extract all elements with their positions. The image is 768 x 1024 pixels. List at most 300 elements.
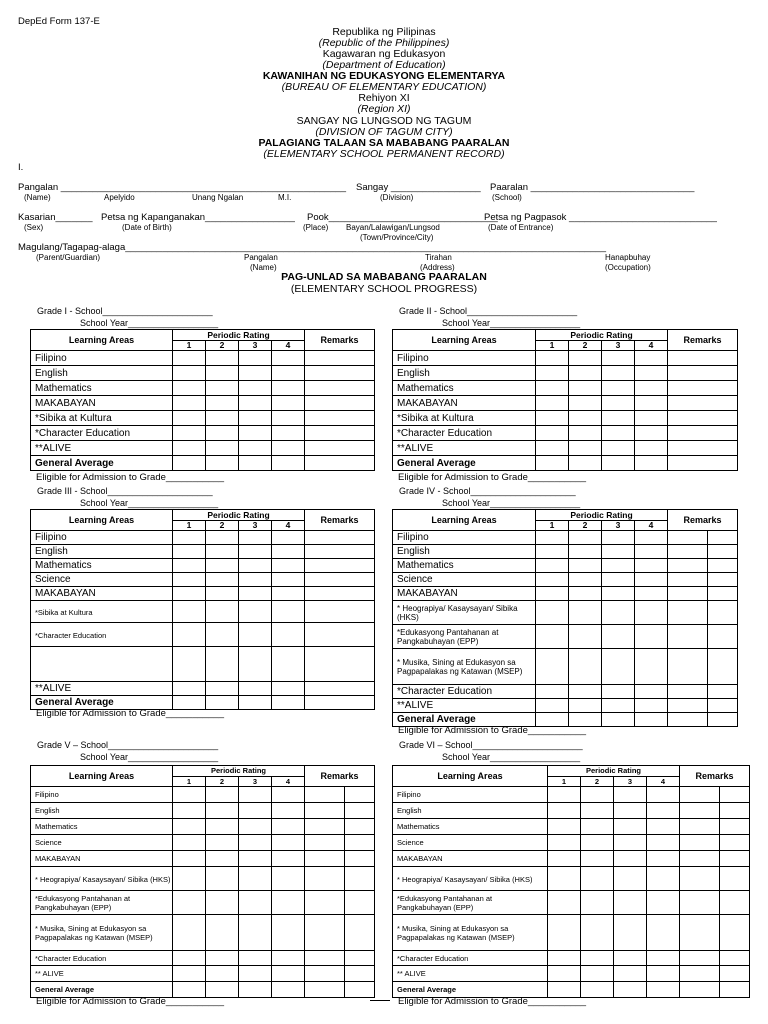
rating-cell[interactable] <box>647 819 680 835</box>
rating-cell[interactable] <box>272 381 305 396</box>
eligible-for-admission-field[interactable]: Eligible for Admission to Grade___________ <box>36 996 225 1007</box>
rating-cell[interactable] <box>569 411 602 426</box>
rating-cell[interactable] <box>536 366 569 381</box>
rating-cell[interactable] <box>239 531 272 545</box>
remarks-cell[interactable] <box>708 587 738 601</box>
remarks-cell[interactable] <box>305 381 375 396</box>
remarks-cell[interactable] <box>305 441 375 456</box>
rating-cell[interactable] <box>536 649 569 685</box>
rating-cell[interactable] <box>272 982 305 998</box>
remarks-cell[interactable] <box>305 891 345 915</box>
rating-cell[interactable] <box>272 647 305 682</box>
rating-cell[interactable] <box>173 915 206 951</box>
rating-cell[interactable] <box>548 803 581 819</box>
rating-cell[interactable] <box>536 625 569 649</box>
rating-cell[interactable] <box>581 891 614 915</box>
rating-cell[interactable] <box>239 803 272 819</box>
eligible-for-admission-field[interactable]: Eligible for Admission to Grade___________ <box>36 472 225 483</box>
remarks-cell[interactable] <box>708 699 738 713</box>
remarks-cell[interactable] <box>668 699 708 713</box>
rating-cell[interactable] <box>239 867 272 891</box>
remarks-cell[interactable] <box>720 966 750 982</box>
rating-cell[interactable] <box>173 351 206 366</box>
remarks-cell[interactable] <box>680 851 720 867</box>
remarks-cell[interactable] <box>680 787 720 803</box>
rating-cell[interactable] <box>173 587 206 601</box>
rating-cell[interactable] <box>536 441 569 456</box>
remarks-cell[interactable] <box>680 915 720 951</box>
rating-cell[interactable] <box>536 456 569 471</box>
rating-cell[interactable] <box>569 587 602 601</box>
rating-cell[interactable] <box>239 851 272 867</box>
remarks-cell[interactable] <box>708 545 738 559</box>
rating-cell[interactable] <box>239 601 272 623</box>
date-of-entrance-field[interactable]: Petsa ng Pagpasok ____________________________ <box>484 212 717 223</box>
rating-cell[interactable] <box>614 982 647 998</box>
eligible-for-admission-field[interactable]: Eligible for Admission to Grade___________ <box>398 996 587 1007</box>
rating-cell[interactable] <box>569 366 602 381</box>
remarks-cell[interactable] <box>305 623 375 647</box>
rating-cell[interactable] <box>206 867 239 891</box>
school-year-field[interactable]: School Year__________________ <box>442 498 581 508</box>
remarks-cell[interactable] <box>708 531 738 545</box>
rating-cell[interactable] <box>239 426 272 441</box>
rating-cell[interactable] <box>239 351 272 366</box>
rating-cell[interactable] <box>272 531 305 545</box>
remarks-cell[interactable] <box>680 982 720 998</box>
remarks-cell[interactable] <box>720 835 750 851</box>
rating-cell[interactable] <box>239 819 272 835</box>
rating-cell[interactable] <box>173 381 206 396</box>
school-year-field[interactable]: School Year__________________ <box>80 318 219 328</box>
rating-cell[interactable] <box>647 891 680 915</box>
place-field[interactable]: Pook________________________________ <box>307 212 498 223</box>
rating-cell[interactable] <box>272 623 305 647</box>
rating-cell[interactable] <box>581 966 614 982</box>
remarks-cell[interactable] <box>345 819 375 835</box>
rating-cell[interactable] <box>206 426 239 441</box>
remarks-cell[interactable] <box>668 601 708 625</box>
rating-cell[interactable] <box>206 787 239 803</box>
remarks-cell[interactable] <box>720 819 750 835</box>
division-field[interactable]: Sangay _________________ <box>356 182 481 193</box>
remarks-cell[interactable] <box>345 851 375 867</box>
rating-cell[interactable] <box>635 381 668 396</box>
rating-cell[interactable] <box>272 851 305 867</box>
rating-cell[interactable] <box>635 411 668 426</box>
rating-cell[interactable] <box>239 623 272 647</box>
rating-cell[interactable] <box>569 685 602 699</box>
rating-cell[interactable] <box>602 685 635 699</box>
rating-cell[interactable] <box>602 573 635 587</box>
rating-cell[interactable] <box>602 625 635 649</box>
rating-cell[interactable] <box>239 545 272 559</box>
remarks-cell[interactable] <box>668 366 738 381</box>
remarks-cell[interactable] <box>668 396 738 411</box>
remarks-cell[interactable] <box>708 685 738 699</box>
grade-school-field[interactable]: Grade I - School______________________ <box>37 306 213 316</box>
rating-cell[interactable] <box>569 456 602 471</box>
rating-cell[interactable] <box>173 835 206 851</box>
rating-cell[interactable] <box>635 366 668 381</box>
rating-cell[interactable] <box>602 699 635 713</box>
rating-cell[interactable] <box>173 682 206 696</box>
rating-cell[interactable] <box>602 426 635 441</box>
rating-cell[interactable] <box>206 587 239 601</box>
rating-cell[interactable] <box>536 685 569 699</box>
rating-cell[interactable] <box>569 426 602 441</box>
remarks-cell[interactable] <box>708 649 738 685</box>
rating-cell[interactable] <box>602 381 635 396</box>
rating-cell[interactable] <box>647 787 680 803</box>
remarks-cell[interactable] <box>305 787 345 803</box>
rating-cell[interactable] <box>635 625 668 649</box>
rating-cell[interactable] <box>272 951 305 966</box>
rating-cell[interactable] <box>173 867 206 891</box>
rating-cell[interactable] <box>173 545 206 559</box>
rating-cell[interactable] <box>614 803 647 819</box>
rating-cell[interactable] <box>173 966 206 982</box>
remarks-cell[interactable] <box>668 456 738 471</box>
rating-cell[interactable] <box>173 456 206 471</box>
rating-cell[interactable] <box>602 559 635 573</box>
rating-cell[interactable] <box>647 966 680 982</box>
rating-cell[interactable] <box>548 851 581 867</box>
remarks-cell[interactable] <box>305 819 345 835</box>
rating-cell[interactable] <box>206 381 239 396</box>
rating-cell[interactable] <box>239 647 272 682</box>
grade-school-field[interactable]: Grade VI – School______________________ <box>399 740 583 750</box>
rating-cell[interactable] <box>272 366 305 381</box>
rating-cell[interactable] <box>581 787 614 803</box>
remarks-cell[interactable] <box>680 835 720 851</box>
rating-cell[interactable] <box>206 951 239 966</box>
remarks-cell[interactable] <box>668 411 738 426</box>
remarks-cell[interactable] <box>668 587 708 601</box>
remarks-cell[interactable] <box>305 696 375 710</box>
rating-cell[interactable] <box>602 531 635 545</box>
remarks-cell[interactable] <box>305 835 345 851</box>
rating-cell[interactable] <box>272 411 305 426</box>
rating-cell[interactable] <box>569 396 602 411</box>
rating-cell[interactable] <box>602 601 635 625</box>
rating-cell[interactable] <box>581 835 614 851</box>
remarks-cell[interactable] <box>305 366 375 381</box>
rating-cell[interactable] <box>536 396 569 411</box>
rating-cell[interactable] <box>239 696 272 710</box>
rating-cell[interactable] <box>602 713 635 727</box>
rating-cell[interactable] <box>206 915 239 951</box>
remarks-cell[interactable] <box>305 601 375 623</box>
rating-cell[interactable] <box>614 851 647 867</box>
rating-cell[interactable] <box>614 951 647 966</box>
rating-cell[interactable] <box>569 573 602 587</box>
rating-cell[interactable] <box>602 411 635 426</box>
remarks-cell[interactable] <box>720 803 750 819</box>
rating-cell[interactable] <box>272 559 305 573</box>
rating-cell[interactable] <box>635 351 668 366</box>
rating-cell[interactable] <box>239 682 272 696</box>
remarks-cell[interactable] <box>680 819 720 835</box>
rating-cell[interactable] <box>272 456 305 471</box>
rating-cell[interactable] <box>635 573 668 587</box>
rating-cell[interactable] <box>602 545 635 559</box>
rating-cell[interactable] <box>272 787 305 803</box>
rating-cell[interactable] <box>272 601 305 623</box>
remarks-cell[interactable] <box>305 411 375 426</box>
remarks-cell[interactable] <box>680 867 720 891</box>
rating-cell[interactable] <box>173 803 206 819</box>
rating-cell[interactable] <box>206 835 239 851</box>
school-year-field[interactable]: School Year__________________ <box>442 752 581 762</box>
remarks-cell[interactable] <box>305 531 375 545</box>
eligible-for-admission-field[interactable]: Eligible for Admission to Grade___________ <box>398 472 587 483</box>
rating-cell[interactable] <box>272 441 305 456</box>
school-year-field[interactable]: School Year__________________ <box>80 752 219 762</box>
remarks-cell[interactable] <box>680 951 720 966</box>
rating-cell[interactable] <box>239 587 272 601</box>
remarks-cell[interactable] <box>305 396 375 411</box>
remarks-cell[interactable] <box>720 867 750 891</box>
rating-cell[interactable] <box>536 426 569 441</box>
rating-cell[interactable] <box>272 915 305 951</box>
remarks-cell[interactable] <box>305 587 375 601</box>
rating-cell[interactable] <box>239 787 272 803</box>
rating-cell[interactable] <box>173 426 206 441</box>
rating-cell[interactable] <box>548 867 581 891</box>
rating-cell[interactable] <box>173 647 206 682</box>
rating-cell[interactable] <box>635 426 668 441</box>
remarks-cell[interactable] <box>708 573 738 587</box>
rating-cell[interactable] <box>635 559 668 573</box>
remarks-cell[interactable] <box>345 951 375 966</box>
rating-cell[interactable] <box>581 851 614 867</box>
remarks-cell[interactable] <box>668 441 738 456</box>
rating-cell[interactable] <box>173 891 206 915</box>
rating-cell[interactable] <box>536 699 569 713</box>
rating-cell[interactable] <box>635 713 668 727</box>
rating-cell[interactable] <box>581 867 614 891</box>
rating-cell[interactable] <box>536 411 569 426</box>
rating-cell[interactable] <box>206 396 239 411</box>
rating-cell[interactable] <box>173 441 206 456</box>
rating-cell[interactable] <box>569 601 602 625</box>
rating-cell[interactable] <box>602 396 635 411</box>
rating-cell[interactable] <box>614 835 647 851</box>
remarks-cell[interactable] <box>305 966 345 982</box>
rating-cell[interactable] <box>239 966 272 982</box>
rating-cell[interactable] <box>272 803 305 819</box>
grade-school-field[interactable]: Grade III - School_____________________ <box>37 486 213 496</box>
remarks-cell[interactable] <box>305 682 375 696</box>
rating-cell[interactable] <box>239 915 272 951</box>
rating-cell[interactable] <box>635 587 668 601</box>
remarks-cell[interactable] <box>668 545 708 559</box>
remarks-cell[interactable] <box>668 713 708 727</box>
rating-cell[interactable] <box>173 411 206 426</box>
rating-cell[interactable] <box>581 803 614 819</box>
rating-cell[interactable] <box>206 456 239 471</box>
rating-cell[interactable] <box>536 601 569 625</box>
rating-cell[interactable] <box>206 573 239 587</box>
rating-cell[interactable] <box>206 623 239 647</box>
rating-cell[interactable] <box>647 803 680 819</box>
remarks-cell[interactable] <box>345 966 375 982</box>
rating-cell[interactable] <box>581 951 614 966</box>
remarks-cell[interactable] <box>708 713 738 727</box>
rating-cell[interactable] <box>206 351 239 366</box>
rating-cell[interactable] <box>173 573 206 587</box>
remarks-cell[interactable] <box>345 835 375 851</box>
rating-cell[interactable] <box>536 573 569 587</box>
rating-cell[interactable] <box>173 623 206 647</box>
remarks-cell[interactable] <box>668 531 708 545</box>
rating-cell[interactable] <box>548 835 581 851</box>
rating-cell[interactable] <box>548 951 581 966</box>
parent-guardian-field[interactable]: Magulang/Tagapag-alaga___________________________________________________________________________________________ <box>18 242 607 253</box>
rating-cell[interactable] <box>569 559 602 573</box>
rating-cell[interactable] <box>173 819 206 835</box>
rating-cell[interactable] <box>173 531 206 545</box>
remarks-cell[interactable] <box>305 545 375 559</box>
rating-cell[interactable] <box>272 351 305 366</box>
rating-cell[interactable] <box>272 835 305 851</box>
rating-cell[interactable] <box>536 531 569 545</box>
rating-cell[interactable] <box>206 803 239 819</box>
rating-cell[interactable] <box>548 891 581 915</box>
rating-cell[interactable] <box>206 682 239 696</box>
rating-cell[interactable] <box>206 366 239 381</box>
remarks-cell[interactable] <box>720 787 750 803</box>
rating-cell[interactable] <box>635 531 668 545</box>
rating-cell[interactable] <box>548 915 581 951</box>
rating-cell[interactable] <box>536 559 569 573</box>
rating-cell[interactable] <box>614 966 647 982</box>
rating-cell[interactable] <box>602 587 635 601</box>
rating-cell[interactable] <box>647 982 680 998</box>
rating-cell[interactable] <box>602 441 635 456</box>
remarks-cell[interactable] <box>708 559 738 573</box>
school-field[interactable]: Paaralan _______________________________ <box>490 182 695 193</box>
remarks-cell[interactable] <box>720 851 750 867</box>
rating-cell[interactable] <box>272 426 305 441</box>
remarks-cell[interactable] <box>305 982 345 998</box>
rating-cell[interactable] <box>548 819 581 835</box>
remarks-cell[interactable] <box>668 649 708 685</box>
remarks-cell[interactable] <box>668 625 708 649</box>
rating-cell[interactable] <box>635 545 668 559</box>
remarks-cell[interactable] <box>668 381 738 396</box>
remarks-cell[interactable] <box>345 803 375 819</box>
rating-cell[interactable] <box>206 647 239 682</box>
rating-cell[interactable] <box>569 351 602 366</box>
remarks-cell[interactable] <box>305 573 375 587</box>
remarks-cell[interactable] <box>668 685 708 699</box>
rating-cell[interactable] <box>206 559 239 573</box>
rating-cell[interactable] <box>647 867 680 891</box>
rating-cell[interactable] <box>635 441 668 456</box>
rating-cell[interactable] <box>635 396 668 411</box>
rating-cell[interactable] <box>581 819 614 835</box>
rating-cell[interactable] <box>239 411 272 426</box>
rating-cell[interactable] <box>602 366 635 381</box>
rating-cell[interactable] <box>647 915 680 951</box>
rating-cell[interactable] <box>206 601 239 623</box>
rating-cell[interactable] <box>536 351 569 366</box>
remarks-cell[interactable] <box>345 982 375 998</box>
rating-cell[interactable] <box>569 441 602 456</box>
rating-cell[interactable] <box>647 835 680 851</box>
rating-cell[interactable] <box>239 835 272 851</box>
rating-cell[interactable] <box>581 915 614 951</box>
rating-cell[interactable] <box>206 891 239 915</box>
remarks-cell[interactable] <box>708 625 738 649</box>
rating-cell[interactable] <box>614 915 647 951</box>
rating-cell[interactable] <box>239 982 272 998</box>
rating-cell[interactable] <box>173 601 206 623</box>
rating-cell[interactable] <box>272 819 305 835</box>
rating-cell[interactable] <box>239 441 272 456</box>
remarks-cell[interactable] <box>720 915 750 951</box>
sex-field[interactable]: Kasarian_______ <box>18 212 93 223</box>
remarks-cell[interactable] <box>720 951 750 966</box>
rating-cell[interactable] <box>206 531 239 545</box>
remarks-cell[interactable] <box>720 891 750 915</box>
eligible-for-admission-field[interactable]: Eligible for Admission to Grade___________ <box>398 725 587 736</box>
remarks-cell[interactable] <box>680 891 720 915</box>
remarks-cell[interactable] <box>668 426 738 441</box>
rating-cell[interactable] <box>569 649 602 685</box>
rating-cell[interactable] <box>548 966 581 982</box>
rating-cell[interactable] <box>272 396 305 411</box>
school-year-field[interactable]: School Year__________________ <box>80 498 219 508</box>
rating-cell[interactable] <box>536 545 569 559</box>
rating-cell[interactable] <box>239 891 272 915</box>
rating-cell[interactable] <box>272 587 305 601</box>
rating-cell[interactable] <box>569 545 602 559</box>
remarks-cell[interactable] <box>305 351 375 366</box>
rating-cell[interactable] <box>206 851 239 867</box>
rating-cell[interactable] <box>614 819 647 835</box>
remarks-cell[interactable] <box>305 951 345 966</box>
remarks-cell[interactable] <box>305 456 375 471</box>
remarks-cell[interactable] <box>305 559 375 573</box>
rating-cell[interactable] <box>173 787 206 803</box>
remarks-cell[interactable] <box>305 426 375 441</box>
grade-school-field[interactable]: Grade V – School______________________ <box>37 740 219 750</box>
remarks-cell[interactable] <box>345 915 375 951</box>
rating-cell[interactable] <box>272 573 305 587</box>
eligible-for-admission-field[interactable]: Eligible for Admission to Grade___________ <box>36 708 225 719</box>
remarks-cell[interactable] <box>305 915 345 951</box>
rating-cell[interactable] <box>635 456 668 471</box>
rating-cell[interactable] <box>635 685 668 699</box>
rating-cell[interactable] <box>536 587 569 601</box>
rating-cell[interactable] <box>173 951 206 966</box>
rating-cell[interactable] <box>272 545 305 559</box>
rating-cell[interactable] <box>614 891 647 915</box>
rating-cell[interactable] <box>206 966 239 982</box>
rating-cell[interactable] <box>569 625 602 649</box>
rating-cell[interactable] <box>173 559 206 573</box>
remarks-cell[interactable] <box>668 559 708 573</box>
rating-cell[interactable] <box>548 787 581 803</box>
rating-cell[interactable] <box>206 441 239 456</box>
rating-cell[interactable] <box>602 456 635 471</box>
rating-cell[interactable] <box>239 573 272 587</box>
remarks-cell[interactable] <box>305 647 375 682</box>
remarks-cell[interactable] <box>345 867 375 891</box>
